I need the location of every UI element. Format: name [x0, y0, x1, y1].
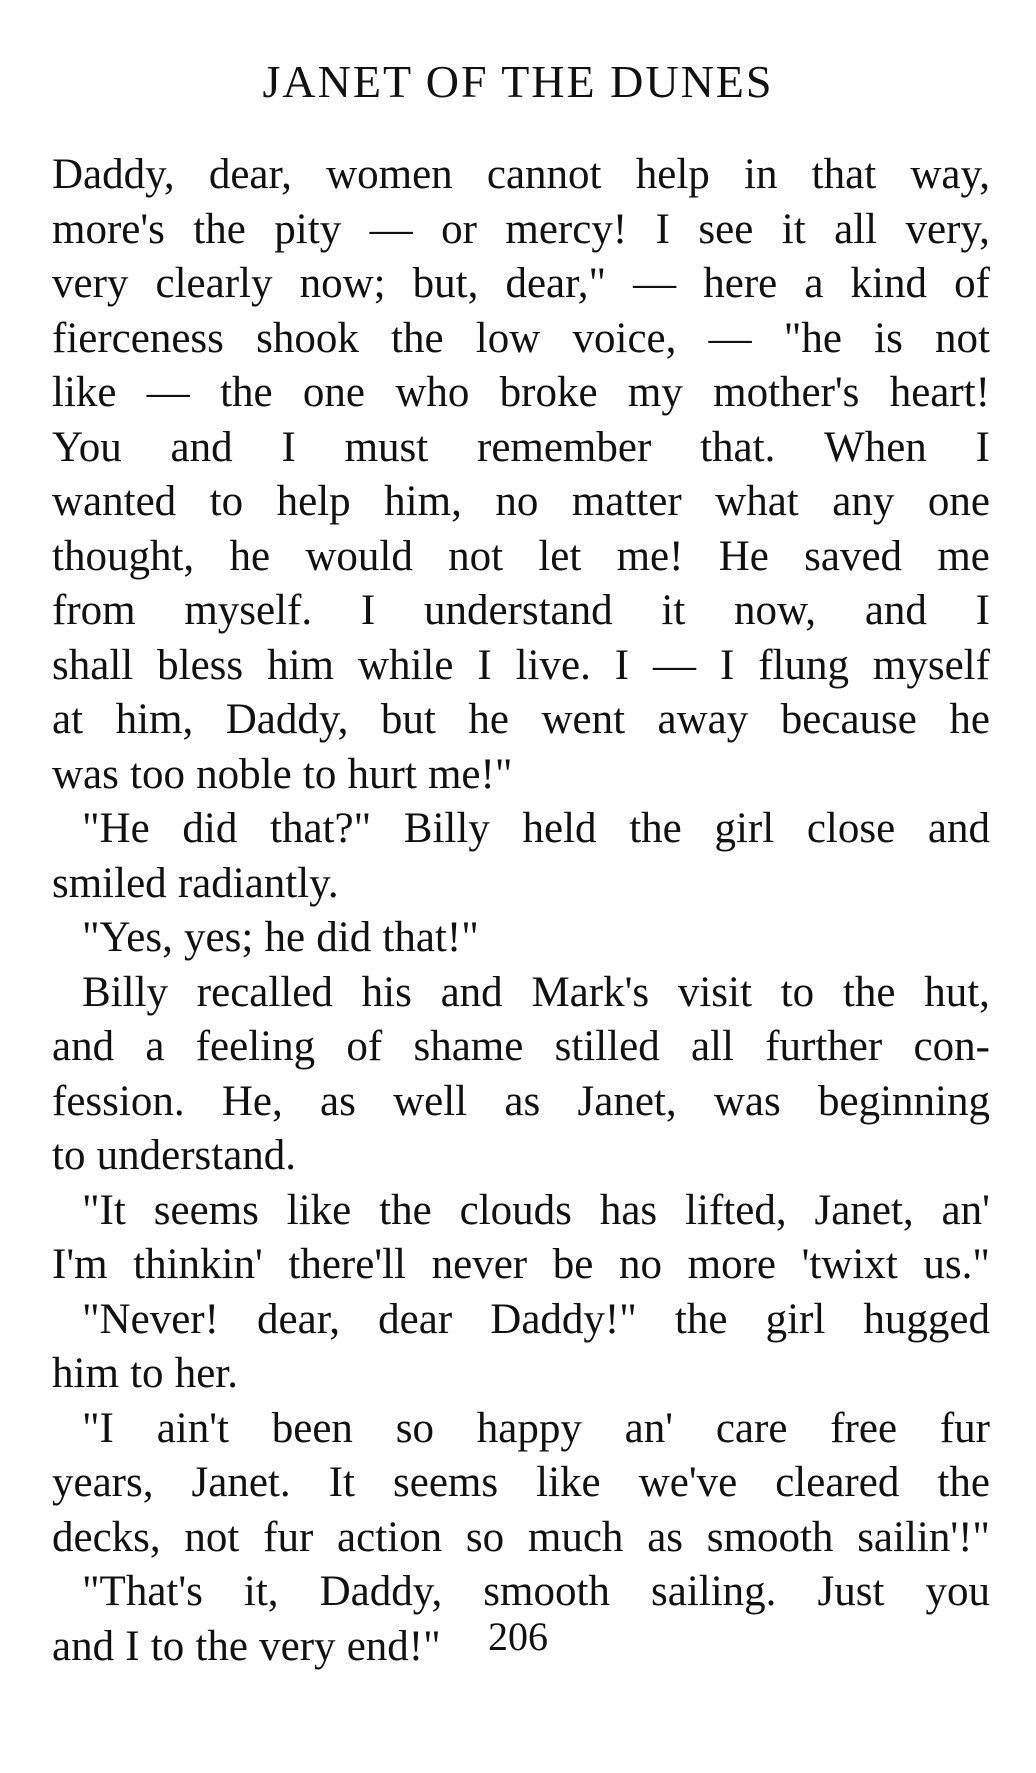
word: I: [719, 641, 735, 689]
word: to: [780, 968, 815, 1016]
word: very: [259, 1622, 336, 1670]
word: I: [655, 205, 670, 253]
text-line: [52, 584, 990, 639]
word: him: [267, 641, 334, 689]
word: broke: [499, 369, 598, 416]
word: me!: [616, 532, 684, 580]
word: way,: [910, 151, 990, 198]
word: help: [276, 478, 351, 525]
word: him: [52, 1350, 119, 1397]
word: must: [344, 423, 429, 471]
word: be: [552, 1241, 594, 1288]
word: live.: [515, 641, 591, 689]
word: the: [674, 1295, 728, 1343]
text-line: [52, 966, 990, 1021]
text-line: [52, 148, 990, 203]
text-line: [52, 257, 990, 312]
word: his: [361, 968, 412, 1016]
word: held: [522, 805, 597, 852]
word: the: [220, 369, 273, 416]
word: shame: [413, 1023, 524, 1070]
word: years,: [52, 1459, 154, 1506]
word: "he: [783, 314, 842, 362]
word: girl: [714, 805, 775, 852]
word: He,: [221, 1077, 283, 1125]
word: I: [975, 423, 990, 471]
word: close: [806, 805, 896, 852]
word: too: [130, 750, 185, 798]
word: cannot: [486, 151, 602, 198]
word: care: [715, 1404, 788, 1452]
word: it,: [243, 1568, 279, 1615]
text-line: [52, 366, 990, 421]
word: pity: [274, 205, 342, 253]
word: low: [475, 314, 541, 362]
word: more: [687, 1241, 776, 1288]
word: heart!: [889, 369, 990, 416]
word: dear,: [208, 151, 292, 198]
text-line: [52, 802, 990, 857]
word: was: [713, 1077, 781, 1125]
word: was: [52, 750, 119, 798]
word: to: [209, 478, 244, 525]
word: con-: [913, 1023, 990, 1070]
word: from: [52, 587, 136, 634]
word: seems: [153, 1186, 259, 1234]
word: flung: [758, 641, 849, 689]
word: fur: [263, 1513, 314, 1561]
word: mercy!: [505, 205, 628, 253]
page-number: 206: [488, 1614, 548, 1659]
text-line: [52, 1129, 990, 1184]
word: seems: [393, 1459, 499, 1506]
word: a: [145, 1023, 165, 1070]
word: that?": [270, 805, 372, 852]
word: Janet,: [814, 1186, 914, 1234]
word: 'twixt: [801, 1241, 898, 1288]
word: he: [264, 914, 306, 961]
word: there'll: [288, 1241, 406, 1288]
word: mother's: [713, 369, 860, 416]
word: now,: [734, 587, 817, 634]
word: like: [286, 1186, 352, 1234]
word: dear,": [505, 260, 607, 307]
word: my: [627, 369, 683, 416]
word: myself.: [184, 587, 313, 634]
word: Billy: [403, 805, 490, 852]
word: I: [125, 1622, 140, 1670]
word: stilled: [554, 1023, 660, 1070]
word: —: [369, 205, 413, 253]
word: shook: [256, 314, 359, 362]
word: not: [935, 314, 990, 362]
word: beginning: [818, 1077, 990, 1125]
word: I'm: [52, 1241, 108, 1288]
word: hurt: [347, 750, 417, 798]
text-line: [52, 911, 990, 966]
word: the: [195, 1622, 248, 1670]
word: bless: [157, 641, 244, 689]
word: of: [954, 260, 990, 307]
word: Billy: [82, 968, 169, 1016]
word: radiantly.: [177, 859, 339, 907]
word: smiled: [52, 859, 167, 907]
word: dear: [378, 1295, 453, 1343]
word: me!": [427, 750, 513, 798]
word: he: [229, 532, 271, 580]
word: is: [874, 314, 903, 362]
word: fierceness: [52, 314, 224, 362]
word: we've: [638, 1459, 738, 1506]
text-line: [52, 1456, 990, 1511]
word: to: [52, 1132, 86, 1179]
word: visit: [677, 968, 752, 1016]
body-text: [52, 148, 990, 1674]
text-line: [52, 1293, 990, 1348]
word: happy: [476, 1404, 582, 1452]
word: —: [708, 314, 752, 362]
word: wanted: [52, 478, 177, 525]
word: "Never!: [82, 1295, 219, 1343]
word: here: [703, 260, 778, 307]
word: clouds: [459, 1186, 572, 1234]
word: action: [337, 1513, 443, 1561]
word: not: [448, 532, 504, 580]
word: Mark's: [531, 968, 650, 1016]
word: "I: [82, 1404, 114, 1452]
word: smooth: [706, 1513, 834, 1561]
word: the: [379, 1186, 432, 1234]
word: what: [715, 478, 799, 525]
word: hut,: [924, 968, 990, 1016]
word: I: [477, 641, 492, 689]
word: so: [465, 1513, 505, 1561]
word: to: [302, 750, 337, 798]
word: noble: [196, 750, 292, 798]
word: he: [468, 696, 509, 743]
word: He: [718, 532, 769, 580]
word: ain't: [156, 1404, 229, 1452]
word: and: [52, 1023, 115, 1070]
word: understand.: [96, 1132, 297, 1179]
word: lifted,: [685, 1186, 787, 1234]
text-line: [52, 1184, 990, 1239]
word: of: [346, 1023, 383, 1070]
word: shall: [52, 641, 134, 689]
word: I: [360, 587, 376, 634]
word: dear,: [257, 1295, 341, 1343]
word: her.: [174, 1350, 238, 1397]
running-head: JANET OF THE DUNES: [262, 56, 774, 107]
text-line: [52, 1238, 990, 1293]
word: fur: [939, 1404, 990, 1452]
word: and: [170, 423, 233, 471]
word: "That's: [82, 1568, 203, 1615]
word: —: [146, 369, 190, 416]
word: now;: [299, 260, 386, 307]
word: it: [661, 587, 686, 634]
word: as: [320, 1077, 356, 1125]
word: much: [527, 1513, 624, 1561]
word: the: [629, 805, 682, 852]
word: you: [925, 1568, 990, 1615]
word: help: [635, 151, 710, 198]
word: smooth: [483, 1568, 610, 1615]
word: away: [657, 696, 749, 743]
word: Daddy!": [490, 1295, 637, 1343]
word: kind: [850, 260, 927, 307]
text-line: [52, 530, 990, 585]
word: and: [927, 805, 990, 852]
word: When: [824, 423, 927, 471]
text-line: [52, 1511, 990, 1566]
word: not: [184, 1513, 240, 1561]
word: let: [538, 532, 582, 580]
word: cleared: [775, 1459, 900, 1506]
word: while: [357, 641, 454, 689]
word: the: [391, 314, 444, 362]
text-line: [52, 475, 990, 530]
word: free: [830, 1404, 898, 1452]
word: one: [302, 369, 366, 416]
word: it: [781, 205, 806, 253]
word: no: [618, 1241, 662, 1288]
word: Daddy,: [52, 151, 175, 198]
text-line: [52, 857, 990, 912]
word: went: [541, 696, 626, 743]
word: understand: [423, 587, 613, 634]
word: decks,: [52, 1513, 161, 1561]
word: I: [975, 587, 990, 634]
word: the: [193, 205, 246, 253]
word: and: [440, 968, 503, 1016]
word: no: [495, 478, 539, 525]
word: Janet,: [577, 1077, 677, 1125]
word: recalled: [196, 968, 333, 1016]
word: women: [326, 151, 453, 198]
word: girl: [765, 1295, 826, 1343]
word: us.": [923, 1241, 990, 1288]
word: a: [804, 260, 824, 307]
word: You: [52, 423, 122, 471]
word: who: [395, 369, 470, 416]
word: like: [536, 1459, 601, 1506]
word: did: [316, 914, 372, 961]
word: It: [328, 1459, 355, 1506]
text-line: [52, 1020, 990, 1075]
word: remember: [477, 423, 652, 471]
word: thought,: [52, 532, 195, 580]
word: well: [393, 1077, 468, 1125]
word: clearly: [155, 260, 273, 307]
word: me: [937, 532, 990, 580]
word: as: [647, 1513, 684, 1561]
word: to: [150, 1622, 185, 1670]
word: the: [937, 1459, 990, 1506]
word: Just: [817, 1568, 885, 1615]
word: hugged: [863, 1295, 990, 1343]
word: —: [653, 641, 697, 689]
word: I: [281, 423, 296, 471]
word: "It: [82, 1186, 126, 1234]
text-line: [52, 748, 990, 803]
word: or: [441, 205, 477, 253]
word: very,: [905, 205, 990, 253]
word: "Yes,: [82, 914, 173, 961]
word: sailing.: [651, 1568, 777, 1615]
word: yes;: [184, 914, 254, 961]
word: all: [690, 1023, 734, 1070]
word: all: [834, 205, 878, 253]
word: because: [780, 696, 917, 743]
word: saved: [804, 532, 903, 580]
word: as: [504, 1077, 541, 1125]
word: an': [624, 1404, 674, 1452]
word: see: [698, 205, 754, 253]
word: him,: [384, 478, 462, 525]
word: voice,: [572, 314, 677, 362]
word: been: [271, 1404, 353, 1452]
word: I: [614, 641, 630, 689]
word: "He: [82, 805, 150, 852]
word: Janet.: [191, 1459, 291, 1506]
word: has: [599, 1186, 658, 1234]
word: in: [744, 151, 778, 198]
word: that.: [700, 423, 776, 471]
word: to: [130, 1350, 164, 1397]
word: matter: [571, 478, 682, 525]
word: very: [52, 260, 129, 307]
word: one: [927, 478, 990, 525]
text-line: [52, 639, 990, 694]
word: Daddy,: [225, 696, 349, 743]
word: so: [395, 1404, 434, 1452]
word: that: [811, 151, 877, 198]
text-line: [52, 203, 990, 258]
word: at: [52, 696, 84, 743]
word: did: [182, 805, 238, 852]
word: but: [380, 696, 436, 743]
word: thinkin': [133, 1241, 263, 1288]
word: like: [52, 369, 117, 416]
word: but,: [412, 260, 479, 307]
text-line: [52, 1347, 990, 1402]
text-line: [52, 312, 990, 367]
word: an': [941, 1186, 990, 1234]
word: the: [842, 968, 896, 1016]
word: more's: [52, 205, 165, 253]
word: sailin'!": [857, 1513, 990, 1561]
word: end!": [346, 1622, 441, 1670]
word: —: [633, 260, 677, 307]
word: never: [431, 1241, 528, 1288]
word: myself: [872, 641, 990, 689]
text-line: [52, 421, 990, 476]
word: fession.: [52, 1077, 185, 1125]
word: him,: [115, 696, 194, 743]
text-line: [52, 693, 990, 748]
word: and: [52, 1622, 115, 1670]
word: would: [305, 532, 413, 580]
word: Daddy,: [319, 1568, 443, 1615]
word: further: [765, 1023, 883, 1070]
text-line: [52, 1402, 990, 1457]
word: any: [832, 478, 895, 525]
word: he: [949, 696, 990, 743]
text-line: [52, 1075, 990, 1130]
word: that!": [382, 914, 479, 961]
word: feeling: [195, 1023, 316, 1070]
word: and: [864, 587, 927, 634]
